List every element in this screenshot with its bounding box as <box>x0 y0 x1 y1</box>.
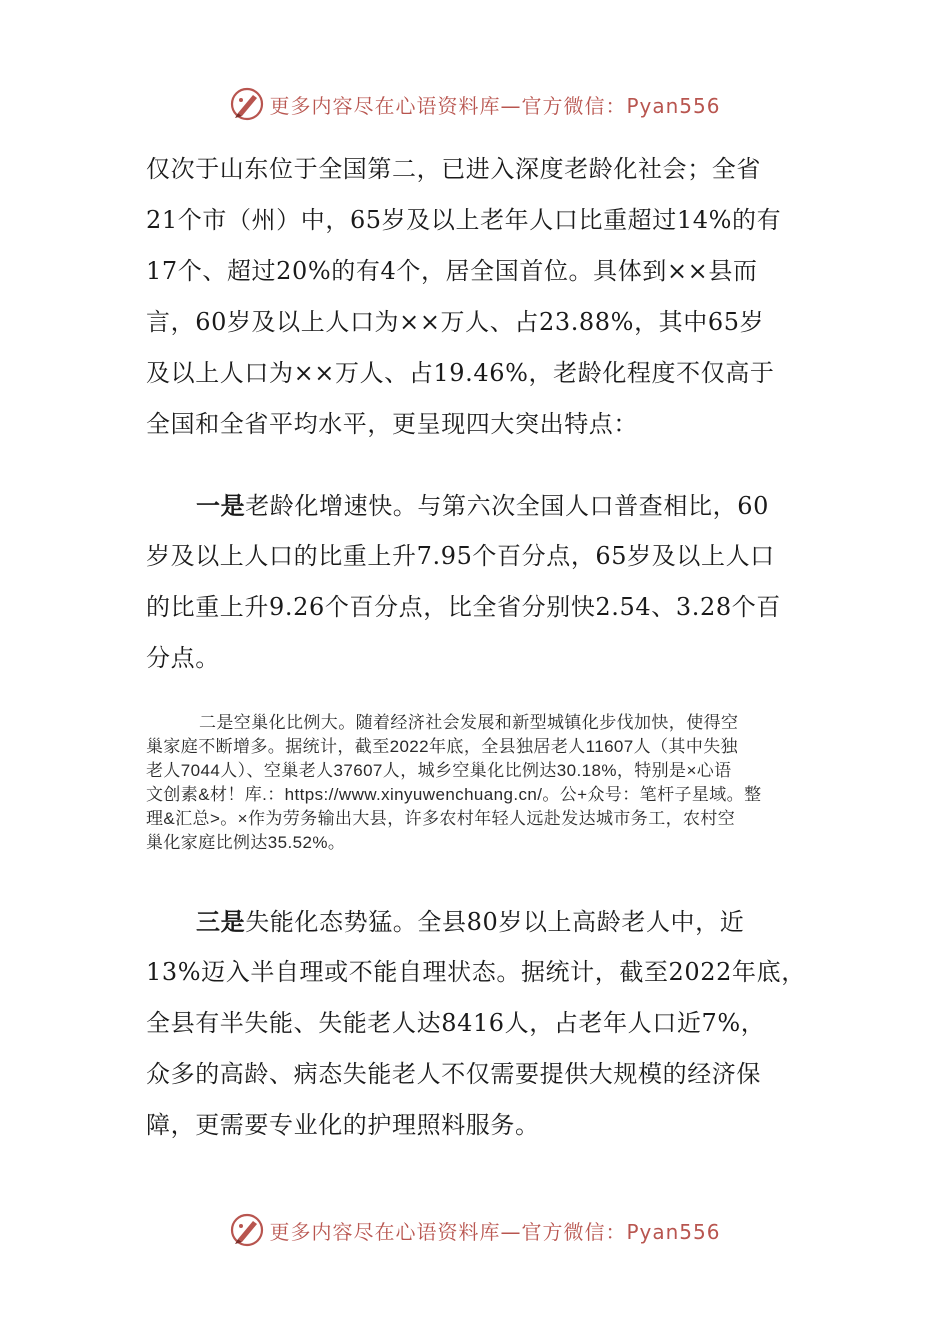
text-line: 言，60岁及以上人口为××万人、占23.88%，其中65岁 <box>146 308 765 336</box>
point-three-first-line: 失能化态势猛。全县80岁以上高龄老人中，近 <box>245 908 745 936</box>
text-line <box>146 896 811 947</box>
text-line: 二是空巢化比例大。随着经济社会发展和新型城镇化步伐加快，使得空 <box>199 713 739 732</box>
text-line: 障，更需要专业化的护理照料服务。 <box>146 1111 540 1139</box>
footer-banner-text: 更多内容尽在心语资料库—官方微信：Pyan556 <box>269 1219 721 1244</box>
text-line: 全县有半失能、失能老人达8416人，占老年人口近7%， <box>146 1009 766 1037</box>
text-line: 巢家庭不断增多。据统计，截至2022年底，全县独居老人11607人（其中失独 <box>146 737 739 756</box>
text-line: 理&汇总>。×作为劳务输出大县，许多农村年轻人远赴发达城市务工，农村空 <box>146 809 736 828</box>
point-one-paragraph <box>146 480 811 684</box>
footer-banner <box>0 1210 950 1250</box>
header-banner <box>0 84 950 124</box>
point-three-paragraph <box>146 896 811 1151</box>
text-line: 仅次于山东位于全国第二，已进入深度老龄化社会；全省 <box>146 155 761 183</box>
point-one-first-line: 老龄化增速快。与第六次全国人口普查相比，60 <box>245 492 769 520</box>
header-banner-text: 更多内容尽在心语资料库—官方微信：Pyan556 <box>269 93 721 118</box>
text-line: 13%迈入半自理或不能自理状态。据统计，截至2022年底， <box>146 958 806 986</box>
text-line: 17个、超过20%的有4个，居全国首位。具体到××县而 <box>146 257 758 285</box>
pen-circle-logo-icon <box>229 86 265 122</box>
pen-circle-logo-icon <box>229 1212 265 1248</box>
text-line: 21个市（州）中，65岁及以上老年人口比重超过14%的有 <box>146 206 782 234</box>
text-line: 巢化家庭比例达35.52%。 <box>146 833 346 852</box>
text-line: 老人7044人）、空巢老人37607人，城乡空巢化比例达30.18%，特别是×心语 <box>146 761 732 780</box>
text-line: 众多的高龄、病态失能老人不仅需要提供大规模的经济保 <box>146 1060 761 1088</box>
text-line: 的比重上升9.26个百分点，比全省分别快2.54、3.28个百 <box>146 593 781 621</box>
point-three-lead: 三是 <box>196 907 246 936</box>
text-line <box>146 480 811 531</box>
point-one-lead: 一是 <box>196 491 246 520</box>
text-line: 文创素&材！库.：https://www.xinyuwenchuang.cn/。公+众号：笔杆子星域。整 <box>146 785 762 804</box>
text-line: 全国和全省平均水平，更呈现四大突出特点： <box>146 410 638 438</box>
point-two-paragraph <box>146 711 811 855</box>
text-line: 岁及以上人口的比重上升7.95个百分点，65岁及以上人口 <box>146 542 775 570</box>
intro-paragraph <box>146 144 811 450</box>
text-line: 及以上人口为××万人、占19.46%，老龄化程度不仅高于 <box>146 359 775 387</box>
text-line: 分点。 <box>146 644 220 672</box>
